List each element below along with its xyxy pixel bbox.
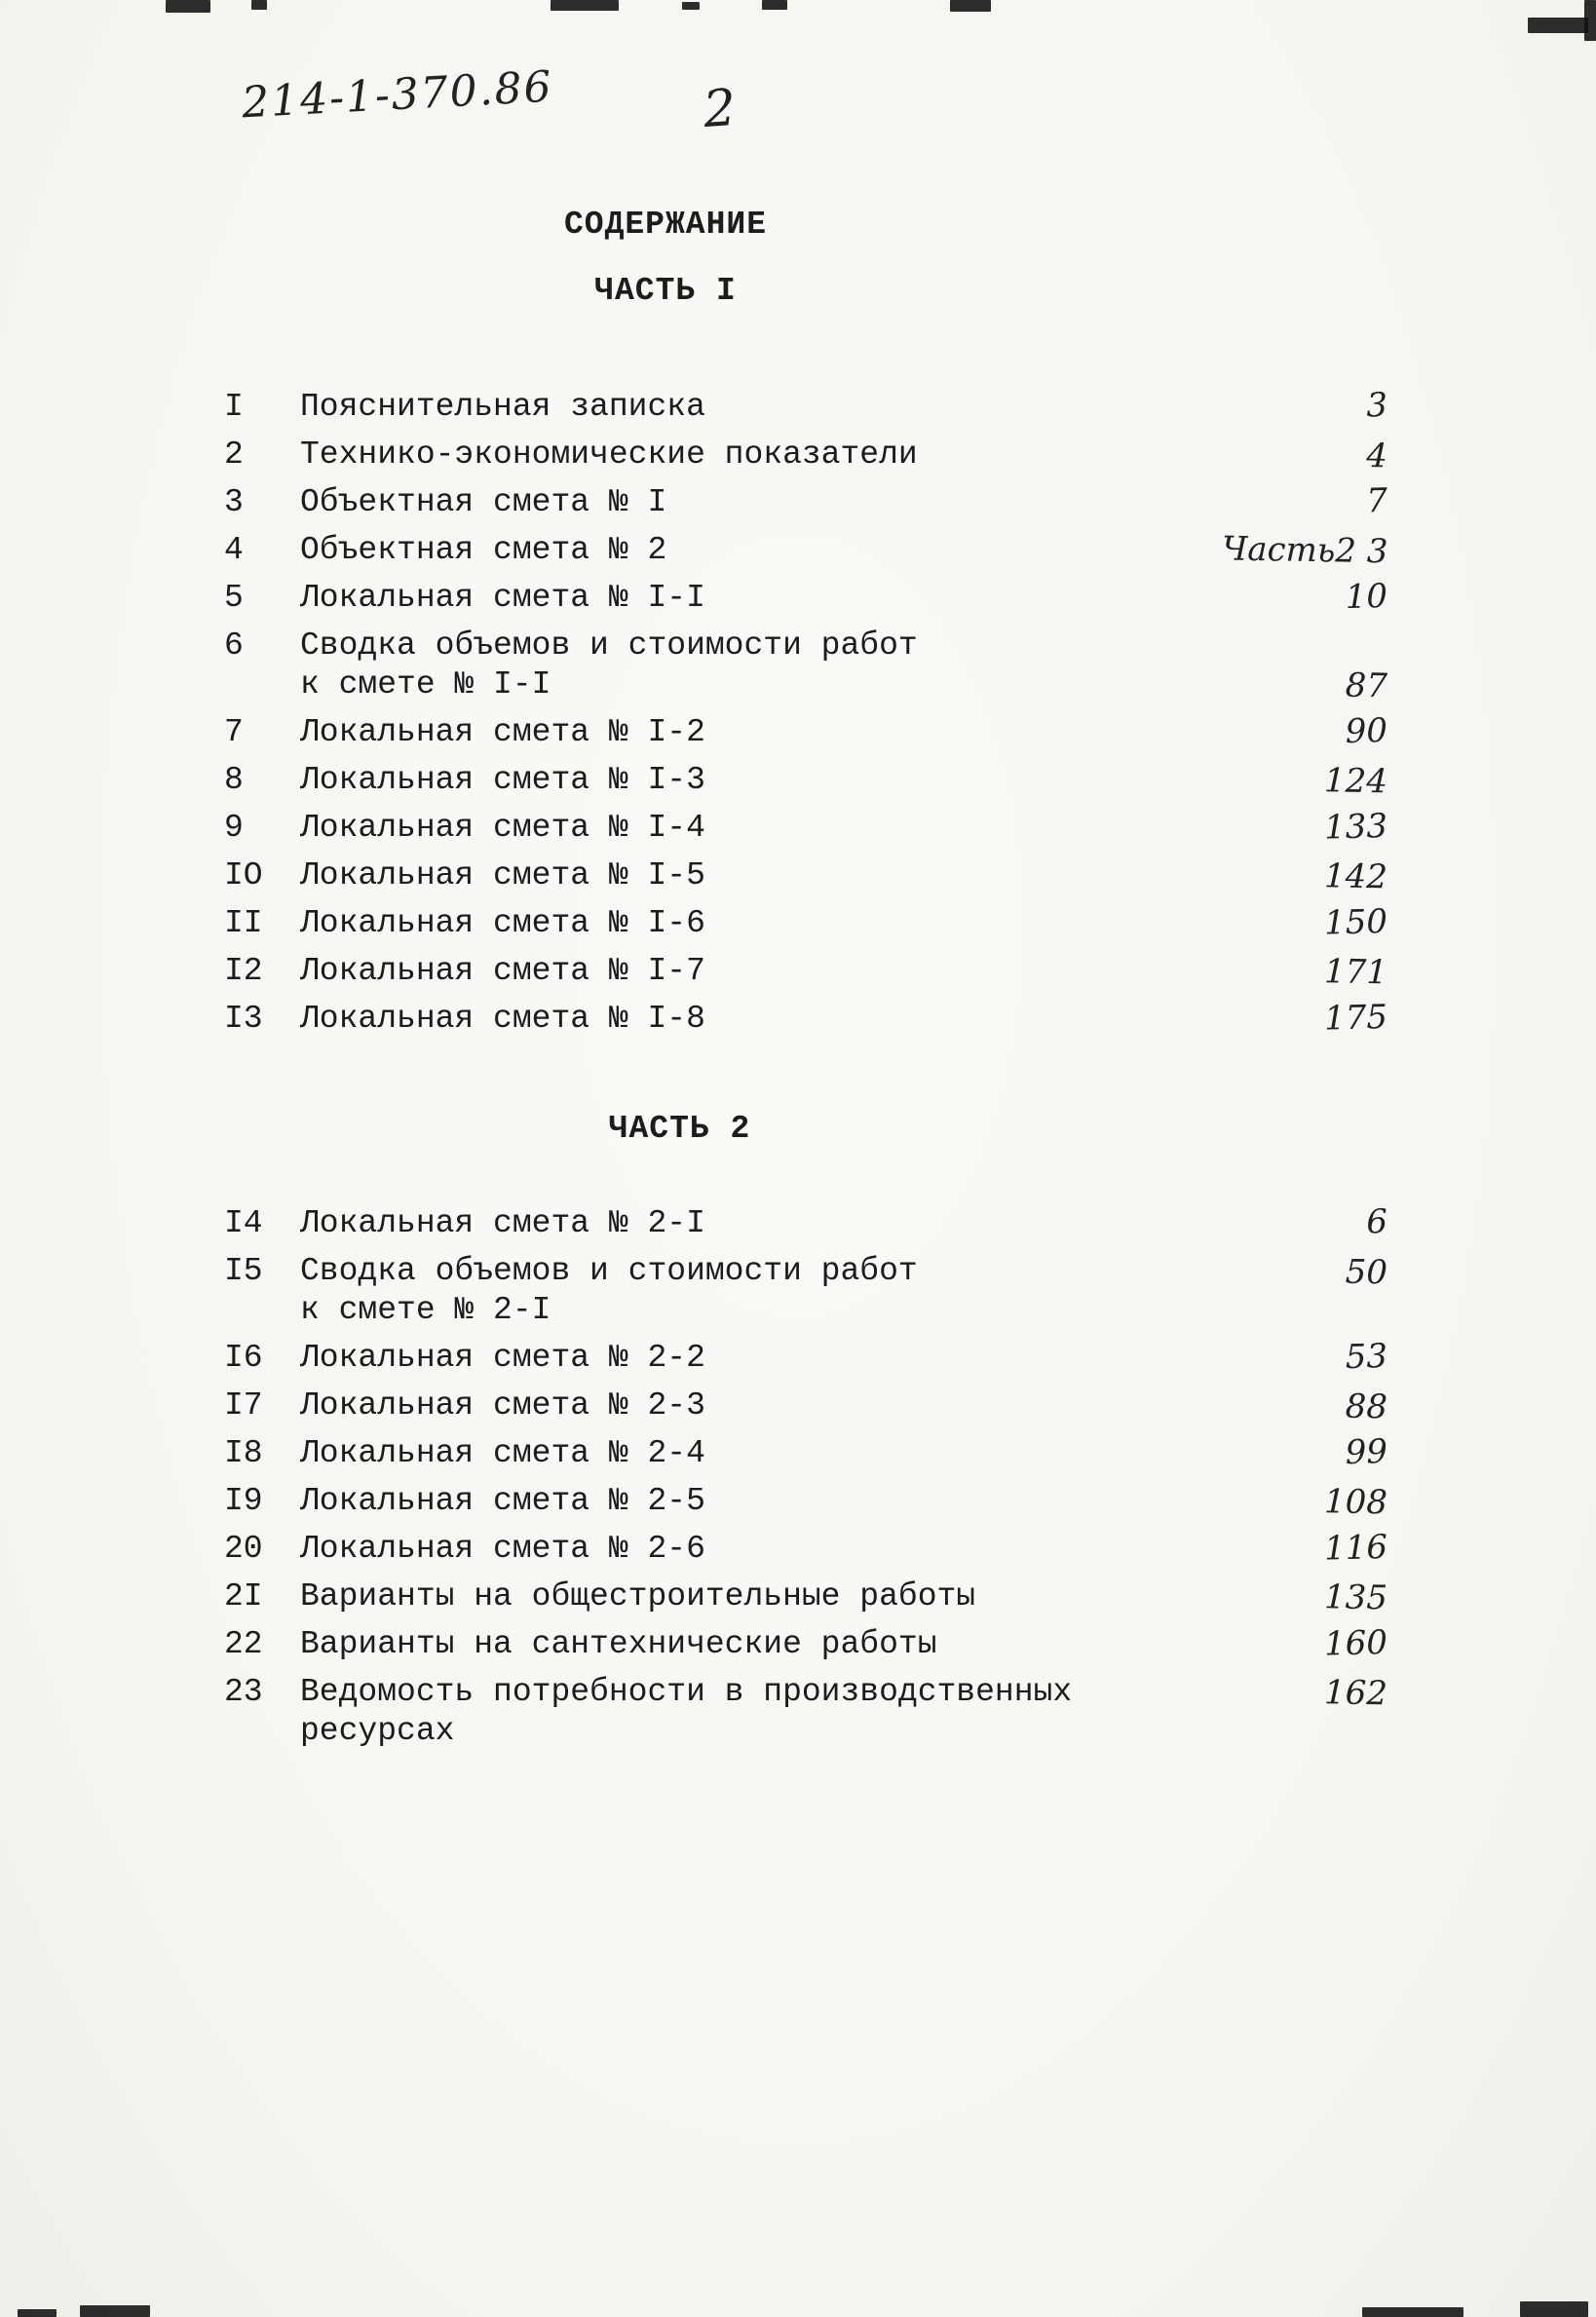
toc-item-page: 160 — [1323, 1622, 1388, 1664]
scan-artifact — [251, 0, 267, 10]
toc-item-page: 6 — [1365, 1201, 1388, 1242]
toc-item-page: 3 — [1365, 385, 1388, 426]
toc-item-number: I5 — [224, 1253, 263, 1289]
toc-item-label: Локальная смета № I-2 — [300, 714, 705, 750]
toc-item-number: I4 — [224, 1205, 263, 1241]
toc-item-number: 5 — [224, 580, 244, 616]
page-number: 2 — [701, 78, 739, 140]
toc-item-label: Локальная смета № 2-2 — [300, 1340, 705, 1376]
toc-item-page: 175 — [1323, 997, 1388, 1039]
toc-item-number: 6 — [224, 627, 244, 664]
toc-item-page: 171 — [1323, 952, 1388, 993]
scan-artifact — [682, 2, 700, 10]
toc-item-label: Локальная смета № 2-5 — [300, 1483, 705, 1519]
scan-artifact — [762, 0, 787, 10]
toc-row — [224, 1622, 1401, 1664]
toc-row — [224, 1527, 1401, 1569]
toc-item-label: Локальная смета № I-8 — [300, 1001, 705, 1037]
toc-item-page: 135 — [1323, 1577, 1388, 1618]
toc-row — [224, 1201, 1401, 1243]
toc-item-number: I6 — [224, 1340, 263, 1376]
toc-item-label: Варианты на сантехнические работы — [300, 1626, 937, 1662]
toc-row — [224, 856, 1401, 895]
toc-item-page: 108 — [1323, 1482, 1388, 1523]
toc-item-page: 162 — [1323, 1673, 1388, 1714]
toc-item-label: Локальная смета № I-6 — [300, 905, 705, 941]
toc-item-label: Варианты на общестроительные работы — [300, 1578, 976, 1614]
toc-row — [224, 627, 1401, 704]
toc-item-number: I — [224, 389, 244, 425]
toc-item-number: 2 — [224, 437, 244, 473]
toc-part2 — [224, 1201, 1401, 1760]
scan-artifact — [950, 0, 991, 12]
toc-row — [224, 1577, 1401, 1616]
toc-row — [224, 1673, 1401, 1751]
toc-item-label: Объектная смета № I — [300, 484, 667, 520]
toc-row — [224, 385, 1401, 427]
scan-artifact — [1520, 2301, 1588, 2317]
toc-item-page: 124 — [1323, 761, 1388, 802]
toc-item-number: 20 — [224, 1531, 263, 1567]
toc-row — [224, 1431, 1401, 1473]
toc-item-page: 142 — [1323, 856, 1388, 897]
toc-item-label: Пояснительная записка — [300, 389, 705, 425]
toc-item-label: Локальная смета № I-7 — [300, 953, 705, 989]
toc-item-page: 88 — [1345, 1386, 1388, 1427]
toc-item-number: 22 — [224, 1626, 263, 1662]
toc-item-number: I3 — [224, 1001, 263, 1037]
toc-row — [224, 576, 1401, 618]
toc-item-page: 10 — [1345, 576, 1388, 618]
toc-item-label: Локальная смета № I-I — [300, 580, 705, 616]
toc-item-number: I2 — [224, 953, 263, 989]
toc-item-page: 133 — [1323, 806, 1388, 848]
toc-row — [224, 806, 1401, 848]
scan-artifact — [551, 0, 619, 11]
toc-item-page: 150 — [1323, 901, 1388, 943]
scan-artifact — [1584, 0, 1596, 41]
toc-item-label: Локальная смета № 2-4 — [300, 1435, 705, 1471]
toc-item-number: 4 — [224, 532, 244, 568]
toc-item-label: Локальная смета № 2-3 — [300, 1387, 705, 1424]
toc-row — [224, 952, 1401, 991]
toc-item-page: 7 — [1365, 480, 1388, 521]
toc-item-label: Локальная смета № I-3 — [300, 762, 705, 798]
toc-item-page: 4 — [1366, 436, 1388, 476]
document-code: 214-1-370.86 — [240, 61, 554, 129]
toc-row — [224, 761, 1401, 800]
part1-heading: ЧАСТЬ I — [594, 273, 737, 309]
toc-item-number: I9 — [224, 1483, 263, 1519]
toc-item-number: II — [224, 905, 263, 941]
toc-row — [224, 1252, 1401, 1330]
toc-item-number: 9 — [224, 810, 244, 846]
toc-item-number: 3 — [224, 484, 244, 520]
toc-item-number: 8 — [224, 762, 244, 798]
toc-item-label: Локальная смета № 2-I — [300, 1205, 705, 1241]
toc-item-label: Объектная смета № 2 — [300, 532, 667, 568]
toc-item-page: 90 — [1345, 710, 1388, 752]
toc-item-label: Локальная смета № I-5 — [300, 857, 705, 893]
toc-item-page: 87 — [1345, 665, 1388, 706]
scan-artifact — [166, 0, 210, 13]
toc-item-label: Сводка объемов и стоимости работ к смете № 2-I — [300, 1253, 918, 1328]
toc-row — [224, 710, 1401, 752]
toc-item-label: Сводка объемов и стоимости работ к смете № I-I — [300, 627, 918, 703]
toc-item-number: I8 — [224, 1435, 263, 1471]
toc-item-number: IO — [224, 857, 263, 893]
contents-title: СОДЕРЖАНИЕ — [563, 207, 768, 243]
toc-row — [224, 997, 1401, 1039]
toc-part1 — [224, 385, 1401, 1047]
scan-artifact — [1362, 2307, 1463, 2317]
toc-item-page: Часть2 3 — [1221, 529, 1388, 572]
toc-item-label: Локальная смета № I-4 — [300, 810, 705, 846]
part2-heading: ЧАСТЬ 2 — [608, 1111, 751, 1147]
toc-item-page: 50 — [1345, 1252, 1388, 1293]
toc-row — [224, 531, 1401, 570]
toc-item-label: Технико-экономические показатели — [300, 437, 918, 473]
toc-item-label: Ведомость потребности в производственных ресурсах — [300, 1674, 1073, 1749]
toc-item-number: 7 — [224, 714, 244, 750]
toc-item-page: 99 — [1345, 1431, 1388, 1473]
toc-item-number: I7 — [224, 1387, 263, 1424]
toc-item-page: 116 — [1323, 1527, 1388, 1569]
toc-item-label: Локальная смета № 2-6 — [300, 1531, 705, 1567]
toc-row — [224, 480, 1401, 522]
toc-row — [224, 1482, 1401, 1521]
toc-item-page: 53 — [1345, 1336, 1388, 1378]
scan-artifact — [18, 2309, 57, 2317]
toc-item-number: 23 — [224, 1674, 263, 1710]
scan-artifact — [80, 2305, 150, 2317]
toc-row — [224, 1336, 1401, 1378]
scan-artifact — [1528, 18, 1588, 33]
toc-row — [224, 1386, 1401, 1425]
toc-row — [224, 901, 1401, 943]
toc-row — [224, 436, 1401, 475]
toc-item-number: 2I — [224, 1578, 263, 1614]
